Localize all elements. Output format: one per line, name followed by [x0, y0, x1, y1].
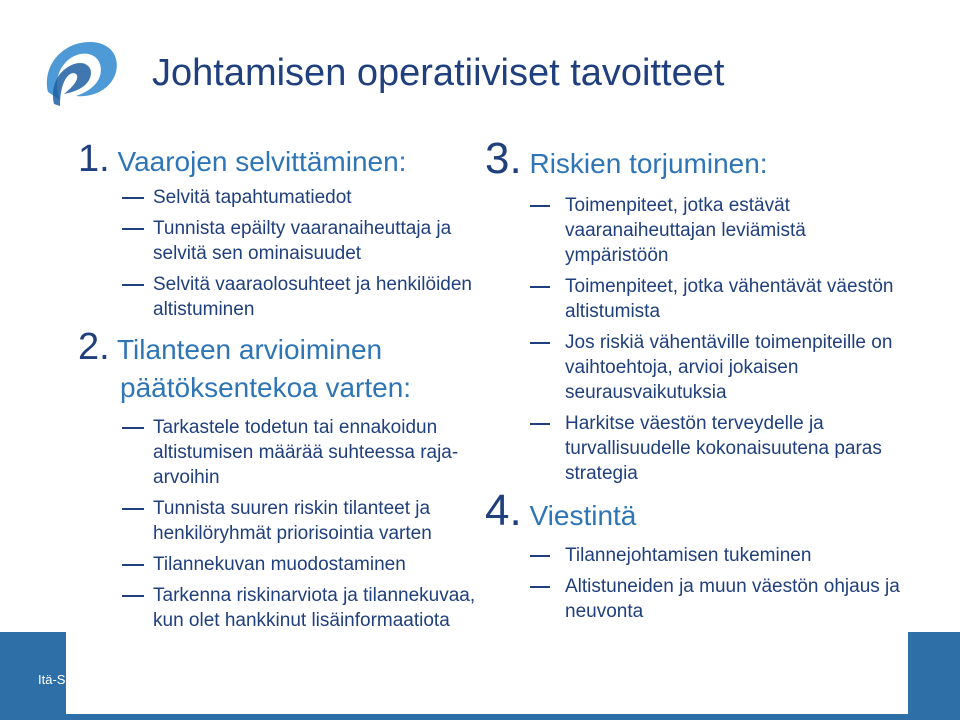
- list-item: Altistuneiden ja muun väestön ohjaus ja neuvonta: [485, 574, 905, 624]
- stylized-swirl-logo-icon: [40, 36, 122, 112]
- section-number: 2.: [78, 326, 110, 368]
- list-item: Tarkastele todetun tai ennakoidun altistumisen määrää suhteessa raja-arvoihin: [78, 415, 478, 490]
- section-heading: [485, 134, 905, 183]
- item-list: [485, 543, 905, 624]
- section-viestinta: [485, 486, 905, 624]
- section-riskien-torjuminen: [485, 134, 905, 486]
- list-item: Harkitse väestön terveydelle ja turvallisuudelle kokonaisuutena paras strategia: [485, 411, 905, 486]
- section-number: 4.: [485, 486, 522, 535]
- footer-text: Itä-S: [38, 672, 66, 687]
- section-heading: [485, 486, 905, 535]
- list-item: Tilannejohtamisen tukeminen: [485, 543, 905, 568]
- section-heading: [78, 140, 478, 181]
- section-vaarojen-selvittaminen: [78, 140, 478, 322]
- slide-title: Johtamisen operatiiviset tavoitteet: [152, 52, 725, 94]
- list-item: Selvitä vaaraolosuhteet ja henkilöiden altistuminen: [78, 272, 478, 322]
- list-item: Tarkenna riskinarviota ja tilannekuvaa, kun olet hankkinut lisäinformaatiota: [78, 583, 478, 633]
- section-number: 1.: [78, 138, 110, 180]
- left-column: [78, 140, 478, 639]
- section-title: Tilanteen arvioiminen päätöksentekoa varten:: [116, 334, 412, 403]
- section-title: Viestintä: [529, 500, 637, 531]
- list-item: Jos riskiä vähentäville toimenpiteille on vaihtoehtoja, arvioi jokaisen seurausvaikutuksia: [485, 330, 905, 405]
- section-heading: [78, 328, 478, 407]
- list-item: Selvitä tapahtumatiedot: [78, 185, 478, 210]
- list-item: Toimenpiteet, jotka estävät vaaranaiheuttajan leviämistä ympäristöön: [485, 193, 905, 268]
- list-item: Tunnista epäilty vaaranaiheuttaja ja selvitä sen ominaisuudet: [78, 216, 478, 266]
- list-item: Toimenpiteet, jotka vähentävät väestön altistumista: [485, 274, 905, 324]
- right-column: [485, 134, 905, 630]
- item-list: [78, 415, 478, 633]
- section-number: 3.: [485, 134, 522, 183]
- section-title: Riskien torjuminen:: [529, 148, 768, 179]
- item-list: [78, 185, 478, 322]
- item-list: [485, 193, 905, 486]
- list-item: Tilannekuvan muodostaminen: [78, 552, 478, 577]
- section-tilanteen-arvioiminen: [78, 328, 478, 633]
- list-item: Tunnista suuren riskin tilanteet ja henkilöryhmät priorisointia varten: [78, 496, 478, 546]
- section-title: Vaarojen selvittäminen:: [117, 146, 407, 177]
